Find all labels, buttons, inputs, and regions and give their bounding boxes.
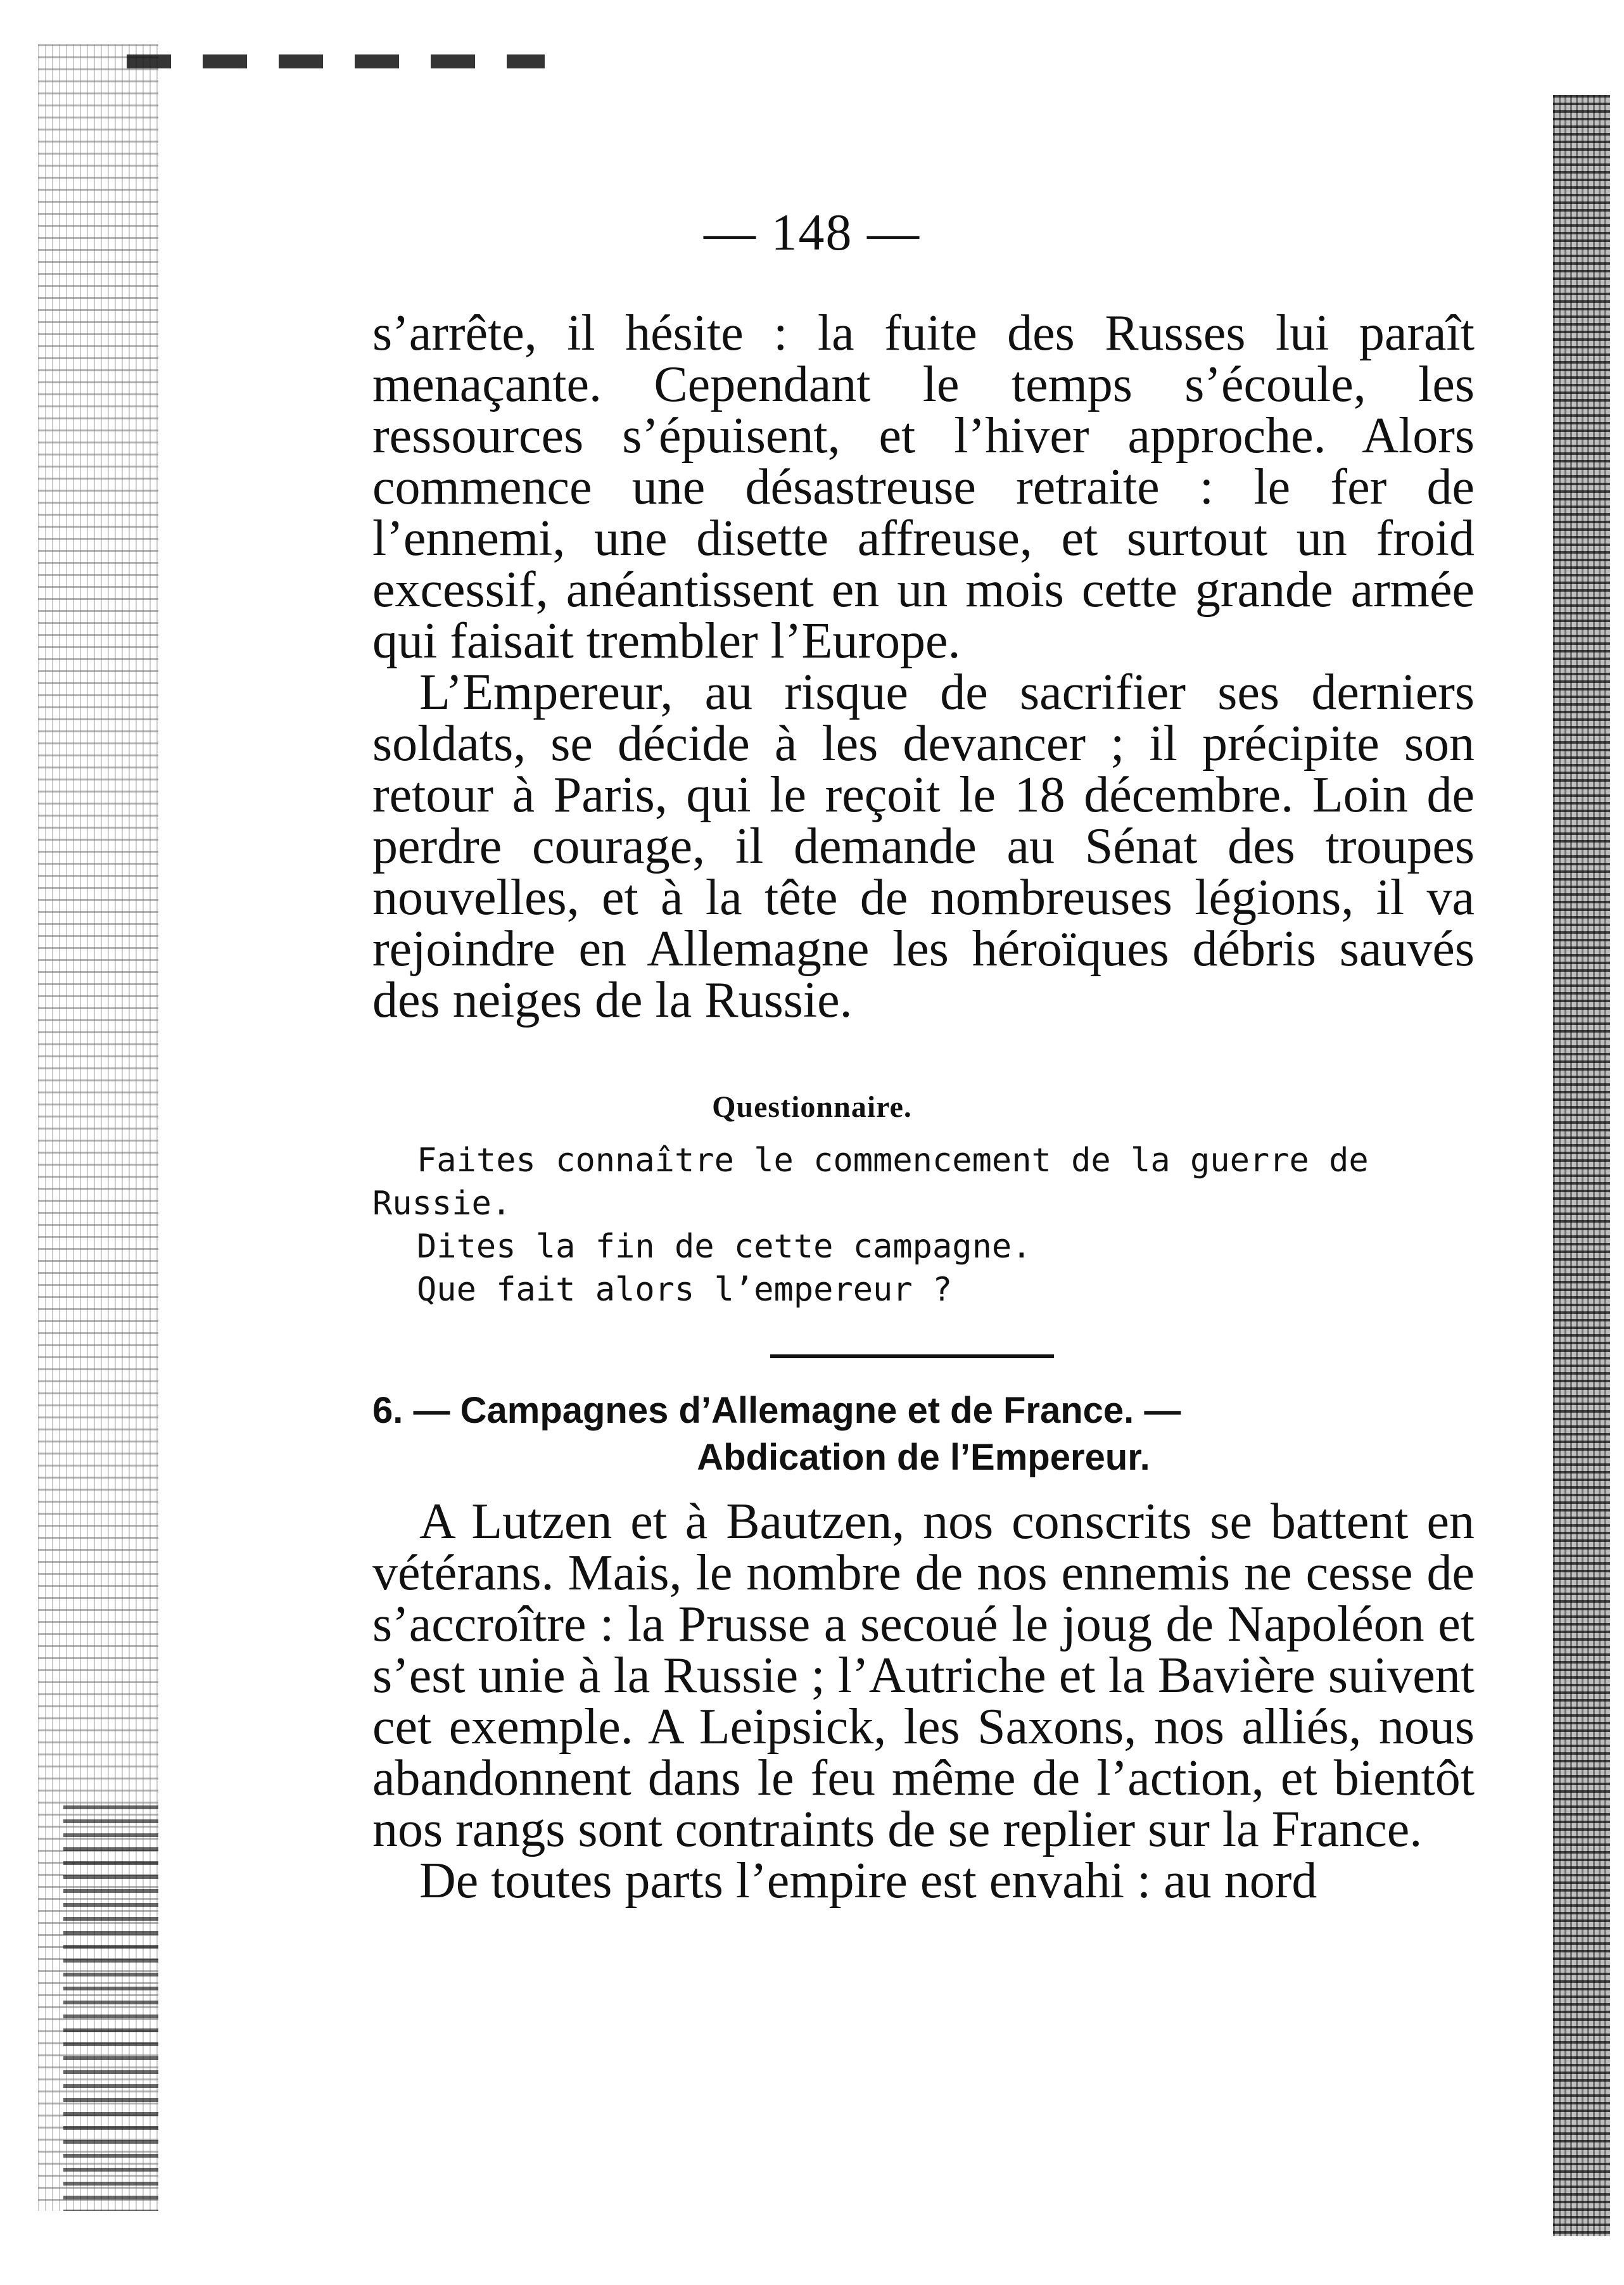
question: Dites la fin de cette campagne.: [417, 1228, 1032, 1266]
questionnaire-list: [372, 1139, 1475, 1311]
question: Faites connaître le commencement de la guerre de Russie.: [372, 1142, 1369, 1223]
scan-edge-left-dark: [63, 1805, 158, 2211]
text-block-top: [372, 305, 1475, 1028]
section-heading-line: Abdication de l’Empereur.: [697, 1437, 1150, 1478]
section-heading-line: 6. — Campagnes d’Allemagne et de France. —: [372, 1390, 1181, 1431]
paragraph: s’arrête, il hésite : la fuite des Russes lui paraît menaçante. Cependant le temps s’écoule, les ressources s’épuisent, et l’hiver approche. Alors commence une désastreuse retraite : le fer de l’ennemi, une disette affreuse, et surtout un froid excessif, anéantissent en un mois cette grande armée qui faisait trembler l’Europe.: [372, 305, 1475, 669]
text-block-bottom: [372, 1496, 1475, 1907]
scan-top-smudge: [127, 54, 545, 68]
paragraph: De toutes parts l’empire est envahi : au nord: [419, 1853, 1317, 1909]
section-heading: [372, 1387, 1475, 1481]
questionnaire-title: Questionnaire.: [712, 1090, 912, 1124]
paragraph: L’Empereur, au risque de sacrifier ses derniers soldats, se décide à les devancer ; il précipite son retour à Paris, qui le reçoit le 18 décembre. Loin de perdre courage, il demande au Sénat des troupes nouvelles, et à la tête de nombreuses légions, il va rejoindre en Allemagne les héroïques débris sauvés des neiges de la Russie.: [372, 665, 1475, 1028]
section-divider: [770, 1354, 1054, 1358]
paragraph: A Lutzen et à Bautzen, nos conscrits se battent en vétérans. Mais, le nombre de nos ennemis ne cesse de s’accroître : la Prusse a secoué le joug de Napoléon et s’est unie à la Russie ; l’Autriche et la Bavière suivent cet exemple. A Leipsick, les Saxons, nos alliés, nous abandonnent dans le feu même de l’action, et bientôt nos rangs sont contraints de se replier sur la France.: [372, 1494, 1475, 1857]
scan-edge-right: [1553, 95, 1610, 2236]
question: Que fait alors l’empereur ?: [417, 1271, 953, 1309]
page-number: — 148 —: [704, 203, 920, 261]
